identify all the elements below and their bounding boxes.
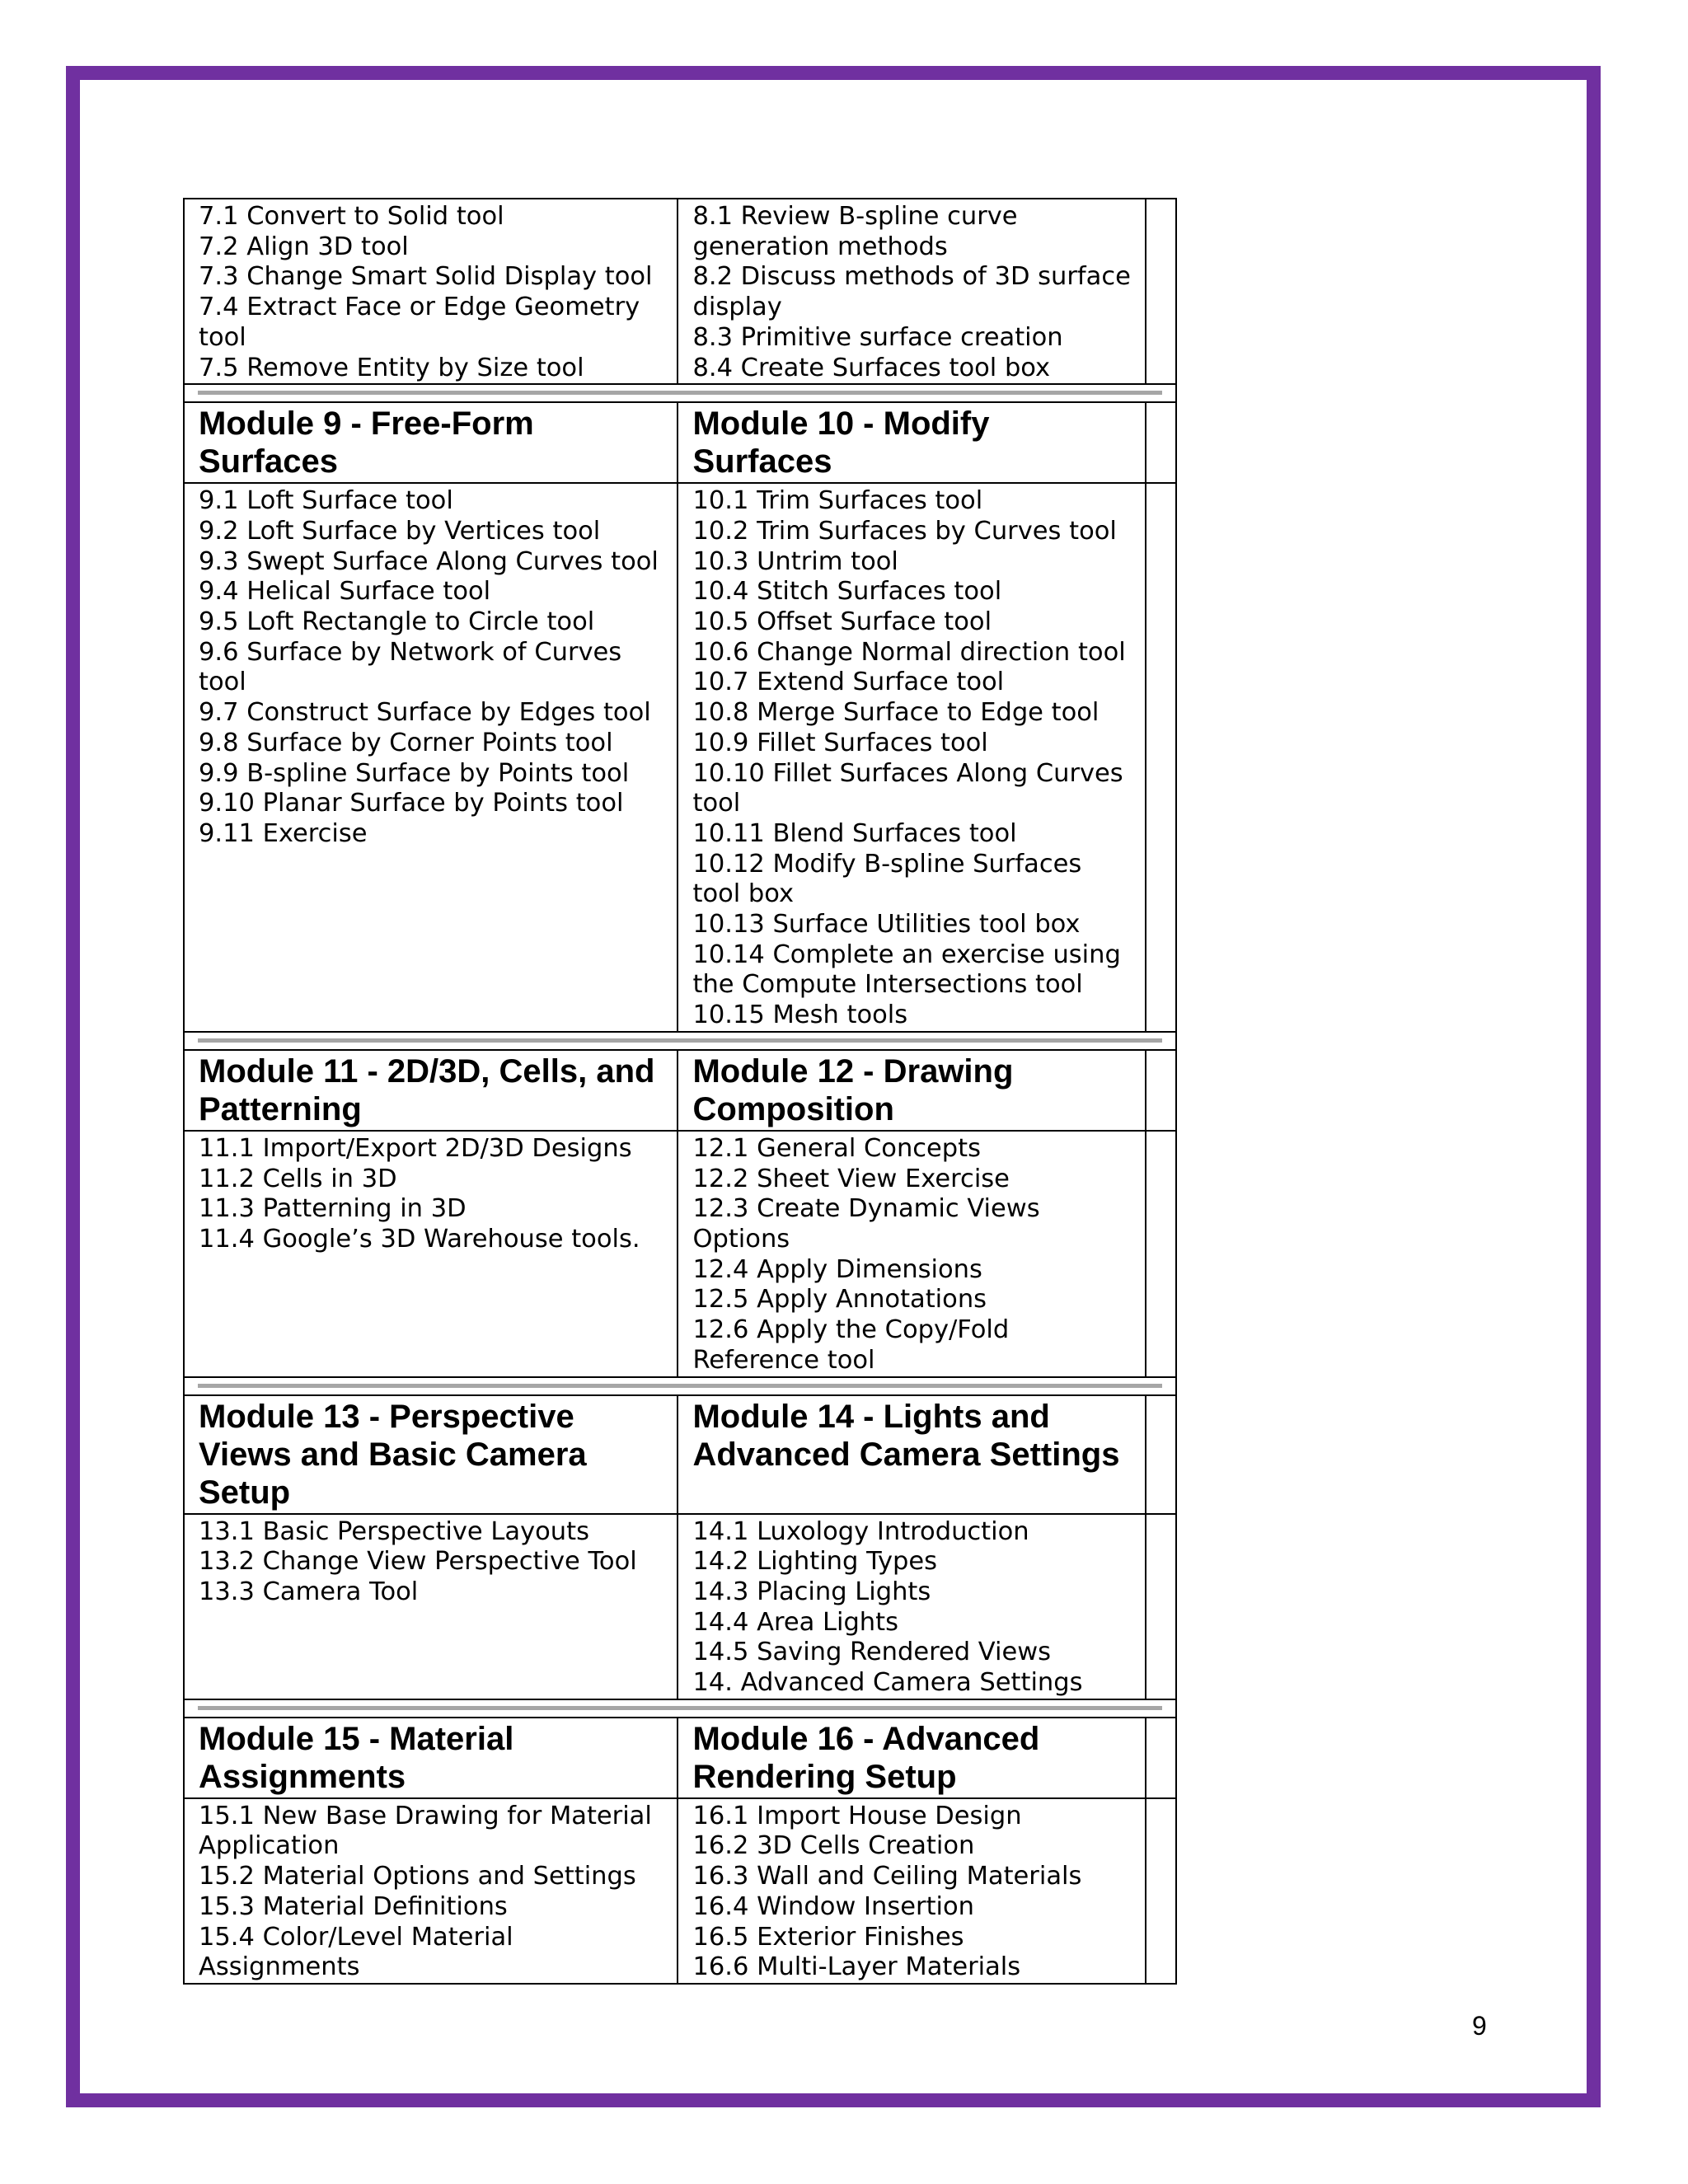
list-item: 10.7 Extend Surface tool: [692, 668, 1005, 697]
module-header-row: [184, 1718, 1176, 1798]
list-item: 9.7 Construct Surface by Edges tool: [199, 698, 651, 728]
list-item: 10.2 Trim Surfaces by Curves tool: [692, 516, 1117, 546]
list-item: 10.1 Trim Surfaces tool: [692, 486, 983, 516]
list-item: 14.1 Luxology Introduction: [692, 1516, 1029, 1546]
module-16-title: Module 16 - Advanced Rendering Setup: [692, 1720, 1040, 1795]
list-item: tool: [199, 668, 246, 697]
list-item: 14. Advanced Camera Settings: [692, 1668, 1083, 1698]
list-item: 14.4 Area Lights: [692, 1607, 898, 1637]
list-item: 13.2 Change View Perspective Tool: [199, 1547, 637, 1577]
list-item: 10.15 Mesh tools: [692, 1001, 908, 1030]
list-item: Reference tool: [692, 1345, 875, 1375]
list-item: 10.13 Surface Utilities tool box: [692, 910, 1081, 940]
list-item: 11.3 Patterning in 3D: [199, 1194, 467, 1224]
list-item: 9.8 Surface by Corner Points tool: [199, 728, 613, 757]
list-item: 12.4 Apply Dimensions: [692, 1254, 982, 1284]
list-item: 10.8 Merge Surface to Edge tool: [692, 698, 1100, 728]
table-row: [184, 1798, 1176, 1984]
module-11-title: Module 11 - 2D/3D, Cells, and Patterning: [199, 1052, 655, 1127]
list-item: 10.10 Fillet Surfaces Along Curves: [692, 758, 1123, 788]
list-item: 15.1 New Base Drawing for Material: [199, 1801, 652, 1830]
list-item: 7.1 Convert to Solid tool: [199, 202, 504, 231]
list-item: 14.3 Placing Lights: [692, 1577, 931, 1606]
list-item: 16.6 Multi-Layer Materials: [692, 1952, 1021, 1982]
module-header-row: [184, 402, 1176, 483]
list-item: 10.3 Untrim tool: [692, 546, 898, 576]
list-item: 11.2 Cells in 3D: [199, 1164, 397, 1193]
row-separator: [184, 384, 1176, 402]
list-item: 13.1 Basic Perspective Layouts: [199, 1516, 589, 1546]
list-item: 9.3 Swept Surface Along Curves tool: [199, 546, 659, 576]
list-item: 12.3 Create Dynamic Views: [692, 1194, 1040, 1224]
module-15-title: Module 15 - Material Assignments: [199, 1720, 514, 1795]
list-item: 9.10 Planar Surface by Points tool: [199, 789, 624, 818]
list-item: tool box: [692, 879, 795, 909]
row-separator: [184, 1032, 1176, 1050]
table-row: [184, 199, 1176, 384]
list-item: tool: [692, 789, 741, 818]
list-item: 13.3 Camera Tool: [199, 1577, 419, 1606]
list-item: 9.5 Loft Rectangle to Circle tool: [199, 607, 595, 637]
list-item: tool: [199, 322, 246, 352]
list-item: display: [692, 293, 782, 322]
list-item: 10.9 Fillet Surfaces tool: [692, 728, 988, 757]
module-header-row: [184, 1395, 1176, 1514]
list-item: 10.14 Complete an exercise using: [692, 940, 1121, 969]
list-item: 9.11 Exercise: [199, 818, 368, 848]
list-item: 16.1 Import House Design: [692, 1801, 1022, 1830]
list-item: 9.9 B-spline Surface by Points tool: [199, 758, 630, 788]
module-9-items: [199, 484, 677, 849]
list-item: 10.6 Change Normal direction tool: [692, 637, 1126, 667]
list-item: 15.3 Material Definitions: [199, 1891, 508, 1921]
module-10-items: [692, 484, 1144, 1031]
module-12-title: Module 12 - Drawing Composition: [692, 1052, 1014, 1127]
list-item: Application: [199, 1831, 340, 1861]
list-item: 12.5 Apply Annotations: [692, 1285, 987, 1315]
list-item: 7.3 Change Smart Solid Display tool: [199, 262, 653, 292]
list-item: generation methods: [692, 232, 948, 261]
table-row: [184, 1131, 1176, 1377]
list-item: 9.2 Loft Surface by Vertices tool: [199, 516, 601, 546]
module-9-title: Module 9 - Free-Form Surfaces: [199, 405, 534, 480]
table-row: [184, 1514, 1176, 1699]
list-item: 8.1 Review B-spline curve: [692, 202, 1018, 231]
list-item: 7.4 Extract Face or Edge Geometry: [199, 293, 640, 322]
list-item: 16.3 Wall and Ceiling Materials: [692, 1862, 1082, 1891]
table-row: [184, 483, 1176, 1032]
list-item: 16.5 Exterior Finishes: [692, 1922, 964, 1952]
module-12-items: [692, 1132, 1144, 1376]
list-item: 10.11 Blend Surfaces tool: [692, 818, 1017, 848]
list-item: 12.2 Sheet View Exercise: [692, 1164, 1010, 1193]
list-item: 11.4 Google’s 3D Warehouse tools.: [199, 1224, 640, 1254]
list-item: 8.3 Primitive surface creation: [692, 322, 1063, 352]
list-item: 11.1 Import/Export 2D/3D Designs: [199, 1133, 632, 1163]
list-item: 14.2 Lighting Types: [692, 1547, 938, 1577]
list-item: 8.2 Discuss methods of 3D surface: [692, 262, 1131, 292]
module-14-items: [692, 1515, 1144, 1699]
curriculum-table: [183, 198, 1177, 1985]
module-15-items: [199, 1799, 677, 1983]
list-item: 12.1 General Concepts: [692, 1133, 982, 1163]
list-item: 7.5 Remove Entity by Size tool: [199, 353, 584, 382]
list-item: 15.4 Color/Level Material: [199, 1922, 513, 1952]
list-item: 10.12 Modify B-spline Surfaces: [692, 849, 1082, 879]
row-separator: [184, 1377, 1176, 1395]
module-header-row: [184, 1050, 1176, 1131]
module-14-title: Module 14 - Lights and Advanced Camera Settings: [692, 1398, 1120, 1473]
list-item: Options: [692, 1224, 790, 1254]
module-13-title: Module 13 - Perspective Views and Basic Camera Setup: [199, 1398, 587, 1511]
list-item: Assignments: [199, 1952, 360, 1982]
list-item: 16.2 3D Cells Creation: [692, 1831, 975, 1861]
list-item: 16.4 Window Insertion: [692, 1891, 974, 1921]
list-item-group: [692, 199, 1144, 383]
list-item: 9.6 Surface by Network of Curves: [199, 637, 622, 667]
list-item: 14.5 Saving Rendered Views: [692, 1638, 1052, 1667]
row-separator: [184, 1699, 1176, 1718]
list-item: 12.6 Apply the Copy/Fold: [692, 1315, 1010, 1345]
module-11-items: [199, 1132, 677, 1255]
list-item: the Compute Intersections tool: [692, 970, 1083, 1000]
module-16-items: [692, 1799, 1144, 1983]
list-item: 7.2 Align 3D tool: [199, 232, 409, 261]
list-item: 10.5 Offset Surface tool: [692, 607, 992, 637]
list-item: 9.1 Loft Surface tool: [199, 486, 453, 516]
module-13-items: [199, 1515, 677, 1608]
list-item: 9.4 Helical Surface tool: [199, 577, 491, 607]
list-item: 8.4 Create Surfaces tool box: [692, 353, 1051, 382]
list-item-group: [199, 199, 677, 383]
module-10-title: Module 10 - Modify Surfaces: [692, 405, 990, 480]
list-item: 15.2 Material Options and Settings: [199, 1862, 636, 1891]
page-number: 9: [1472, 2011, 1487, 2041]
list-item: 10.4 Stitch Surfaces tool: [692, 577, 1002, 607]
